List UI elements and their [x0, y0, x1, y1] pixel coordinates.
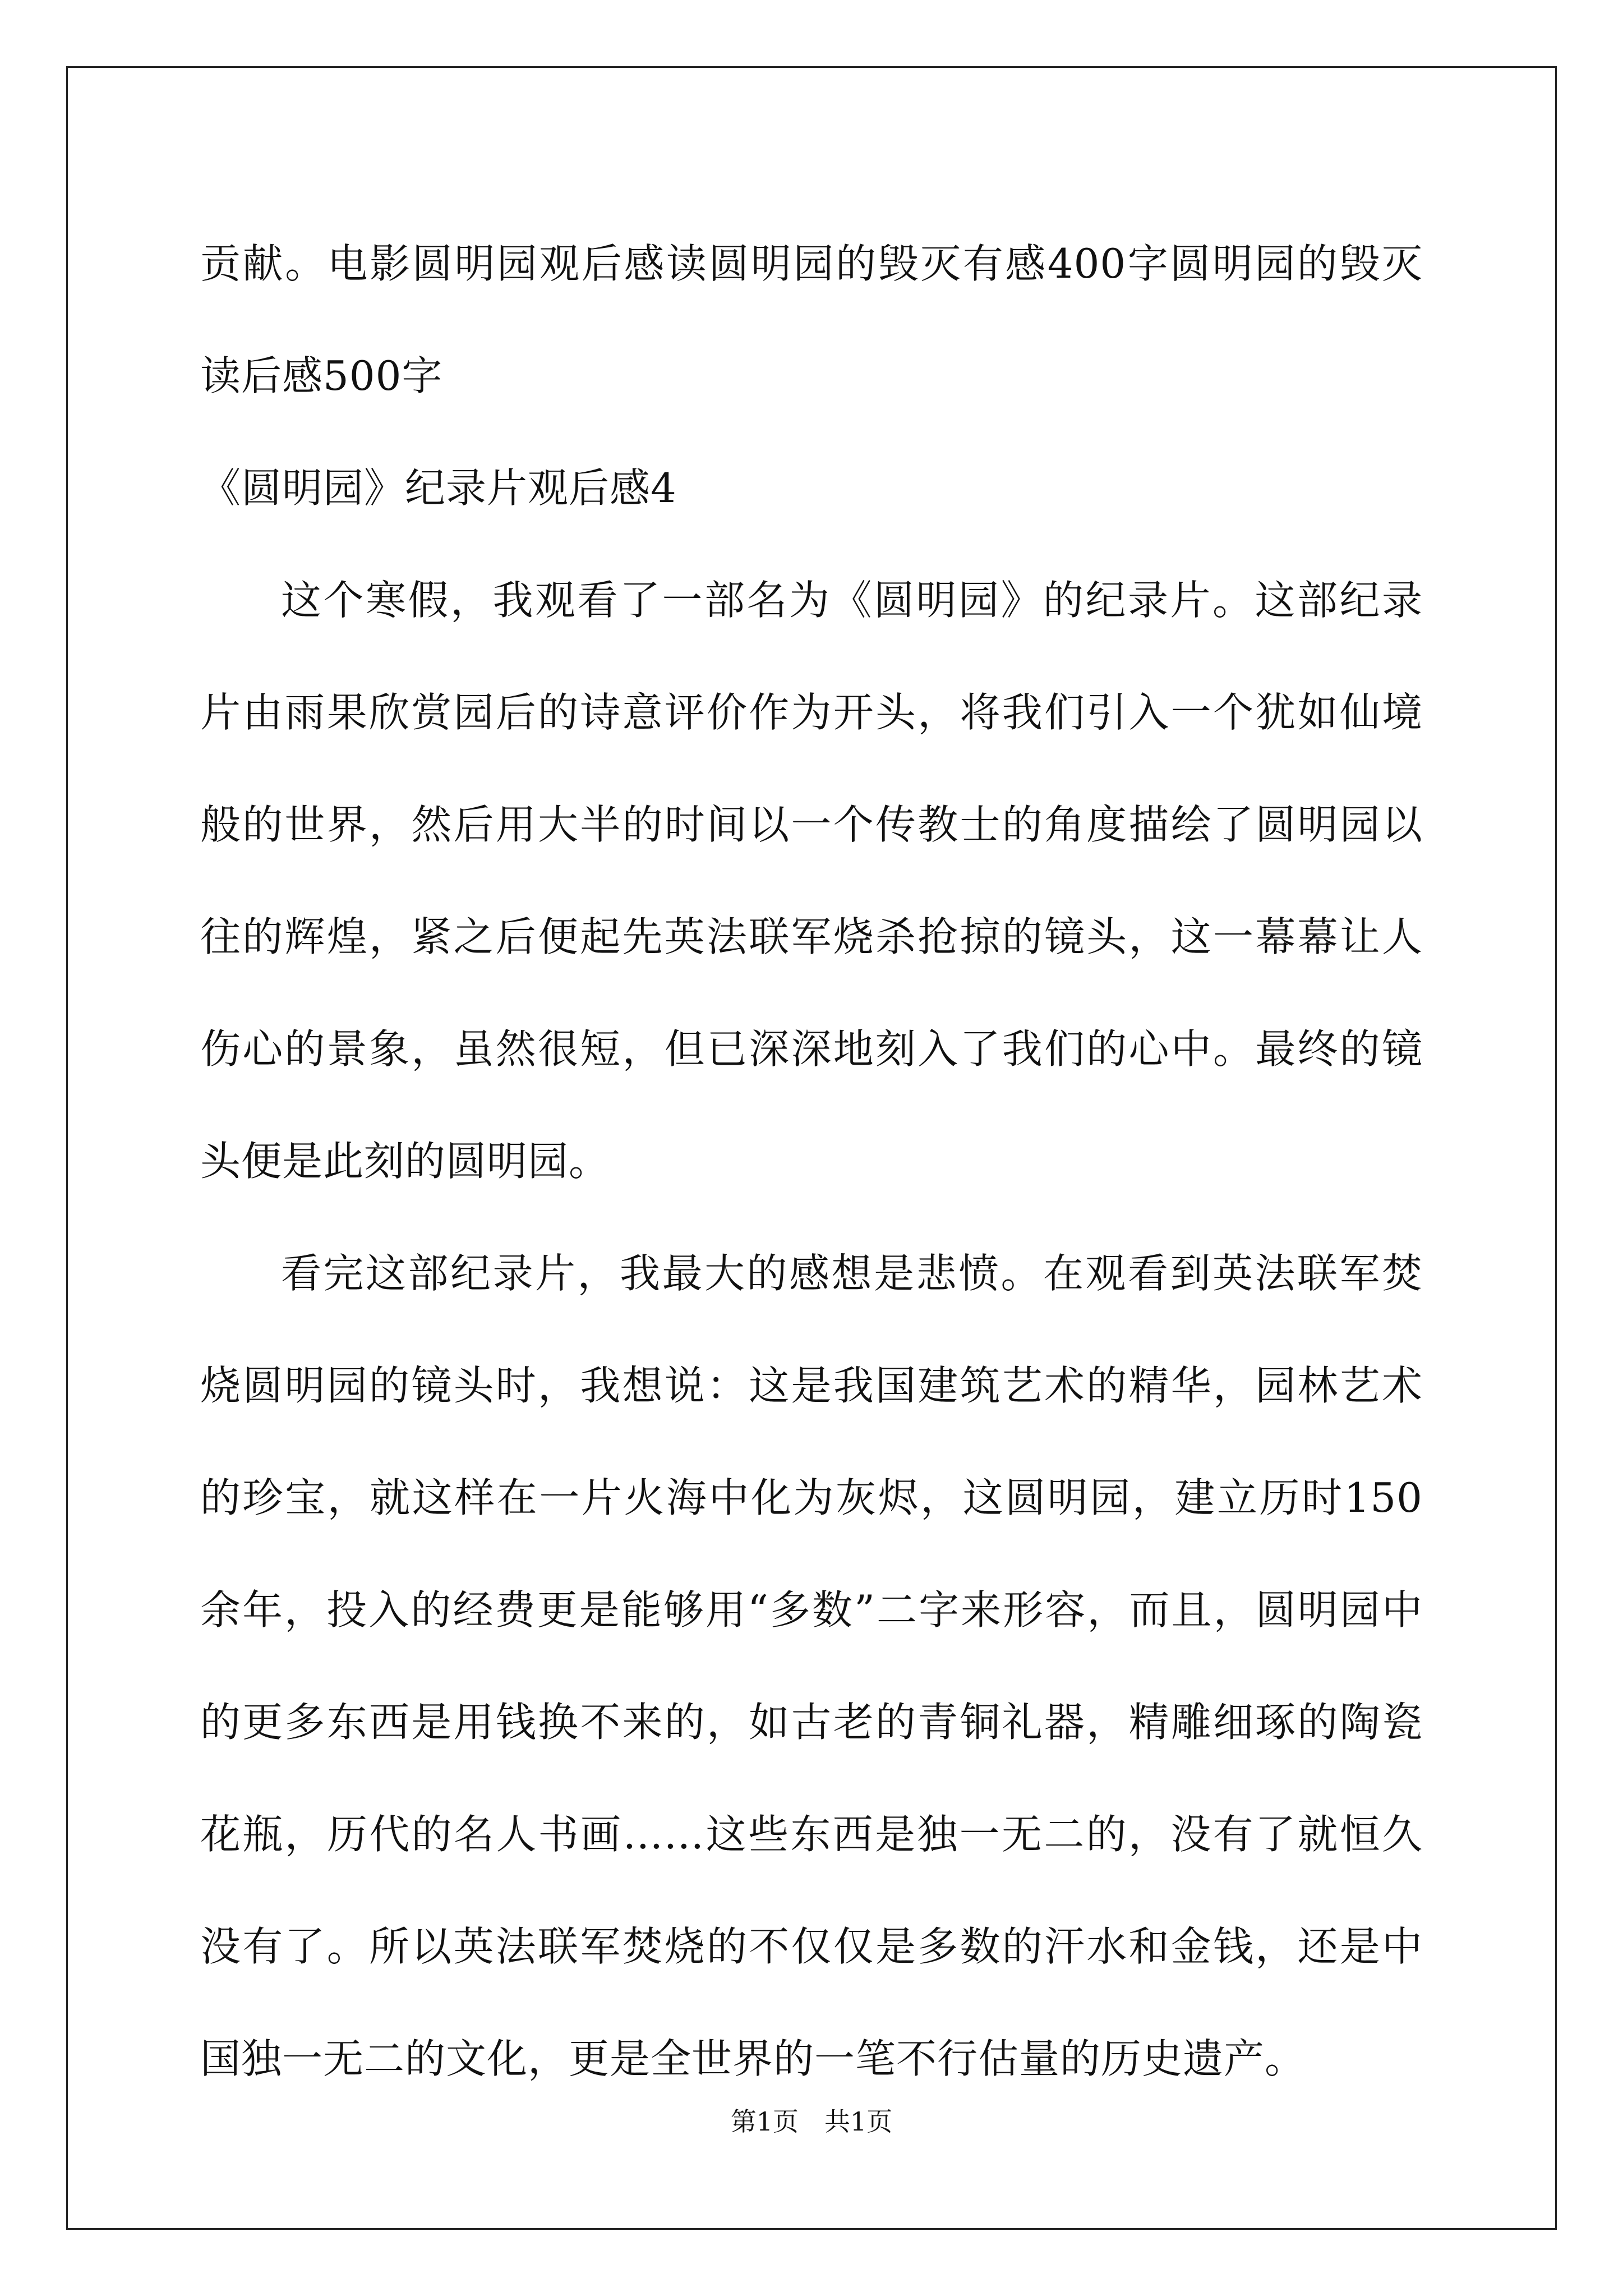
document-body	[200, 208, 1423, 2115]
page-total: 共1页	[824, 2106, 893, 2137]
paragraph-reflection: 看完这部纪录片，我最大的感想是悲愤。在观看到英法联军焚烧圆明园的镜头时，我想说：这是我国建筑艺术的精华，园林艺术的珍宝，就这样在一片火海中化为灰烬，这圆明园，建立历时150余年，投入的经费更是能够用“多数”二字来形容，而且，圆明园中的更多东西是用钱换不来的，如古老的青铜礼器，精雕细琢的陶瓷花瓶，历代的名人书画……这些东西是独一无二的，没有了就恒久没有了。所以英法联军焚烧的不仅仅是多数的汗水和金钱，还是中国独一无二的文化，更是全世界的一笔不行估量的历史遗产。	[200, 1250, 1423, 2082]
paragraph-continuation: 贡献。电影圆明园观后感读圆明园的毁灭有感400字圆明园的毁灭读后感500字	[200, 240, 1423, 399]
section-heading: 《圆明园》纪录片观后感4	[200, 464, 677, 512]
paragraph-intro: 这个寒假，我观看了一部名为《圆明园》的纪录片。这部纪录片由雨果欣赏园后的诗意评价作为开头，将我们引入一个犹如仙境般的世界，然后用大半的时间以一个传教士的角度描绘了圆明园以往的辉煌，紧之后便起先英法联军烧杀抢掠的镜头，这一幕幕让人伤心的景象，虽然很短，但已深深地刻入了我们的心中。最终的镜头便是此刻的圆明园。	[200, 577, 1423, 1185]
page-number: 第1页	[730, 2106, 799, 2137]
page-footer	[0, 2105, 1623, 2138]
